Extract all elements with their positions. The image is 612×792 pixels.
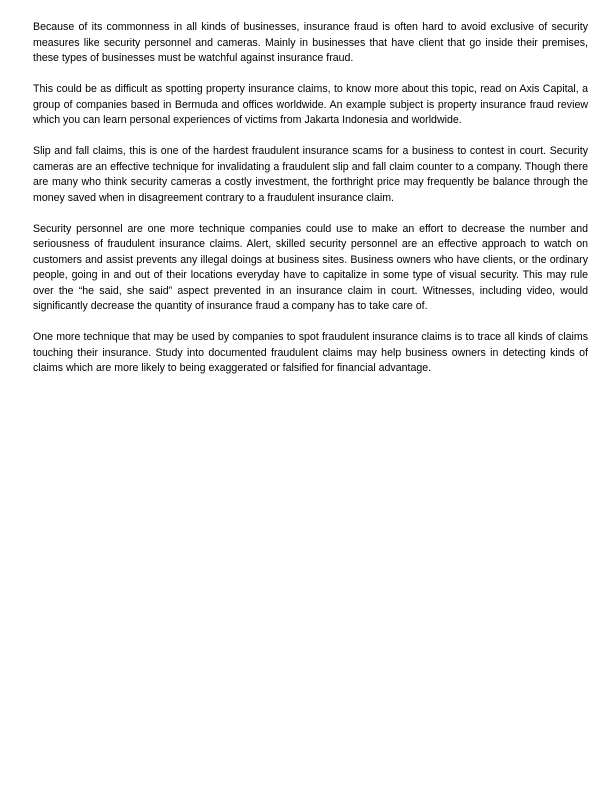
paragraph-axis-capital: This could be as difficult as spotting property insurance claims, to know more about this topic, read on Axis Capital, a group of companies based in Bermuda and offices worldwide. An example subject is property insurance fraud review which you can learn personal experiences of victims from Jakarta Indonesia and worldwide. — [33, 83, 588, 126]
paragraph-slip-and-fall: Slip and fall claims, this is one of the hardest fraudulent insurance scams for a business to contest in court. Security cameras are an effective technique for invalidating a fraudulent slip and fall claim counter to a company. Though there are many who think security cameras a costly investment, the forthright price may frequently be balance through the money saved when in disagreement contrary to a fraudulent insurance claim. — [33, 145, 588, 204]
paragraph-commonness: Because of its commonness in all kinds of businesses, insurance fraud is often hard to avoid exclusive of security measures like security personnel and cameras. Mainly in businesses that have client that go inside their premises, these types of businesses must be watchful against insurance fraud. — [33, 21, 588, 64]
paragraph-trace-claims: One more technique that may be used by companies to spot fraudulent insurance claims is to trace all kinds of claims touching their insurance. Study into documented fraudulent claims may help business owners in detecting kinds of claims which are more likely to being exaggerated or falsified for financial advantage. — [33, 331, 588, 374]
document-page — [33, 20, 588, 392]
paragraph-security-personnel: Security personnel are one more technique companies could use to make an effort to decrease the number and seriousness of fraudulent insurance claims. Alert, skilled security personnel are an effective approach to watch on customers and assist prevents any illegal doings at business sites. Business owners who have clients, or the ordinary people, going in and out of their locations everyday have to capitalize in some type of visual security. This may rule over the “he said, she said” aspect prevented in an insurance claim in court. Witnesses, including video, would significantly decrease the quantity of insurance fraud a company has to take care of. — [33, 222, 588, 312]
